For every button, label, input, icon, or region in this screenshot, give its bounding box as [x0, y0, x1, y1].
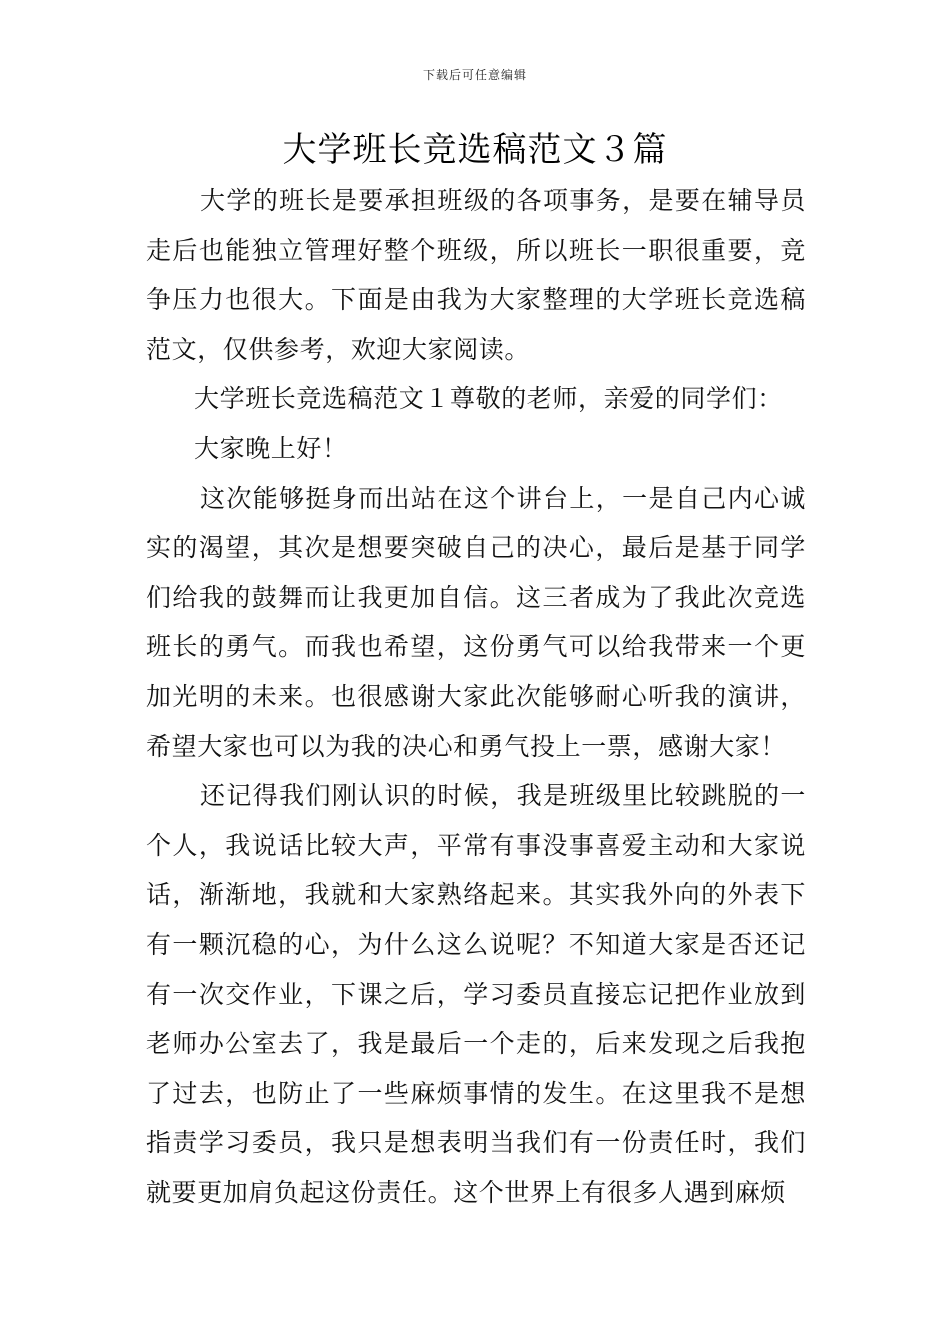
paragraph-body-2: 还记得我们刚认识的时候，我是班级里比较跳脱的一个人，我说话比较大声，平常有事没事喜爱主动和大家说话，渐渐地，我就和大家熟络起来。其实我外向的外表下有一颗沉稳的心，为什么这么说呢？不知道大家是否还记有一次交作业，下课之后，学习委员直接忘记把作业放到老师办公室去了，我是最后一个走的，后来发现之后我抱了过去，也防止了一些麻烦事情的发生。在这里我不是想指责学习委员，我只是想表明当我们有一份责任时，我们就要更加肩负起这份责任。这个世界上有很多人遇到麻烦 — [146, 781, 806, 1207]
paragraph-body-1: 这次能够挺身而出站在这个讲台上，一是自己内心诚实的渴望，其次是想要突破自己的决心，最后是基于同学们给我的鼓舞而让我更加自信。这三者成为了我此次竞选班长的勇气。而我也希望，这份勇气可以给我带来一个更加光明的未来。也很感谢大家此次能够耐心听我的演讲，希望大家也可以为我的决心和勇气投上一票，感谢大家！ — [146, 483, 806, 761]
header-note: 下载后可任意编辑 — [422, 68, 527, 82]
paragraph-intro: 大学的班长是要承担班级的各项事务，是要在辅导员走后也能独立管理好整个班级，所以班长一职很重要，竞争压力也很大。下面是由我为大家整理的大学班长竞选稿范文，仅供参考，欢迎大家阅读。 — [146, 186, 806, 364]
paragraph-salutation: 大学班长竞选稿范文１尊敬的老师，亲爱的同学们： — [194, 384, 783, 414]
paragraph-greeting: 大家晚上好！ — [194, 433, 348, 463]
document-body — [146, 176, 806, 1217]
document-title: 大学班长竞选稿范文３篇 — [282, 130, 668, 170]
